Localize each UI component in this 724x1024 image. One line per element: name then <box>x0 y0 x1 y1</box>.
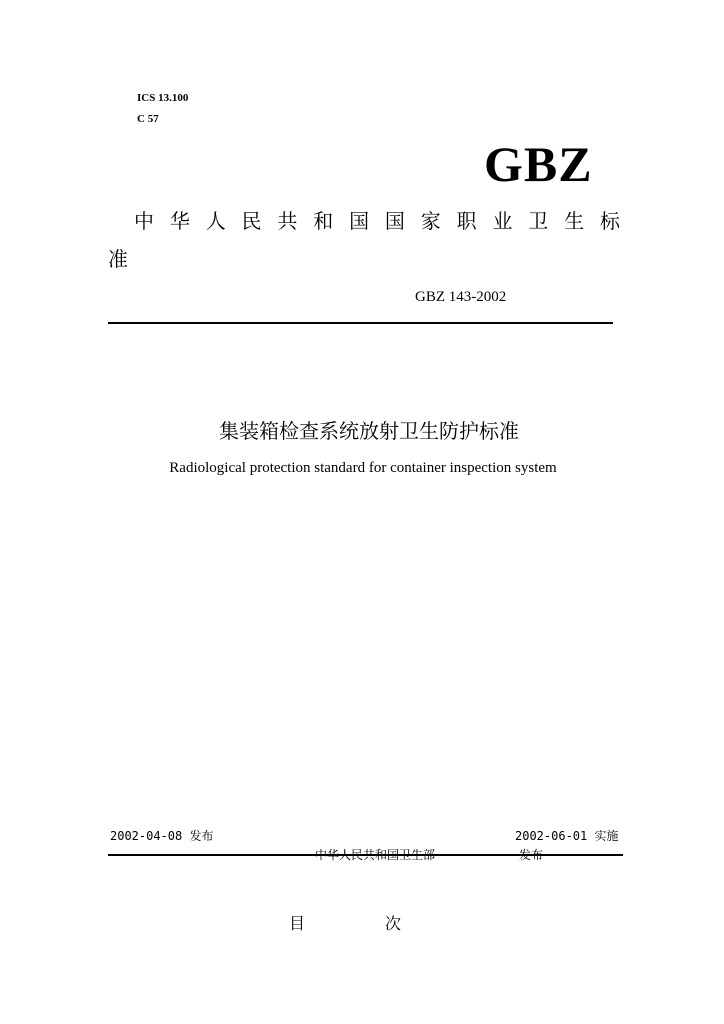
organization-char: 国 <box>349 209 370 233</box>
standard-number: GBZ 143-2002 <box>415 289 507 305</box>
gbz-logo: GBZ <box>484 136 593 192</box>
organization-char: 业 <box>492 209 513 233</box>
organization-char: 共 <box>277 209 298 233</box>
classification-codes <box>137 88 188 130</box>
top-divider <box>108 322 613 324</box>
organization-char: 卫 <box>528 209 549 233</box>
title-chinese: 集装箱检查系统放射卫生防护标准 <box>219 419 519 443</box>
implementation-date: 2002-06-01 实施 <box>515 829 619 843</box>
organization-char: 华 <box>169 209 190 233</box>
organization-char: 和 <box>313 209 334 233</box>
organization-char: 人 <box>205 209 226 233</box>
organization-char: 家 <box>420 209 441 233</box>
organization-line-1 <box>110 206 620 236</box>
organization-char: 国 <box>384 209 405 233</box>
issuer-issue-word: 发布 <box>519 848 544 862</box>
organization-char: 生 <box>564 209 585 233</box>
ics-code: ICS 13.100 <box>137 92 189 104</box>
organization-char: 标 <box>599 209 620 233</box>
toc-heading-char-1: 目 <box>289 914 306 933</box>
title-english: Radiological protection standard for container inspection system <box>169 460 557 476</box>
organization-char: 民 <box>241 209 262 233</box>
organization-char: 中 <box>134 209 154 233</box>
issuer-name: 中华人民共和国卫生部 <box>315 848 436 862</box>
organization-line-2: 准 <box>108 247 128 271</box>
toc-heading <box>289 912 401 936</box>
organization-char: 职 <box>456 209 477 233</box>
issue-date: 2002-04-08 发布 <box>110 829 214 843</box>
toc-heading-char-2: 次 <box>384 914 401 933</box>
ccs-code: C 57 <box>137 113 159 125</box>
